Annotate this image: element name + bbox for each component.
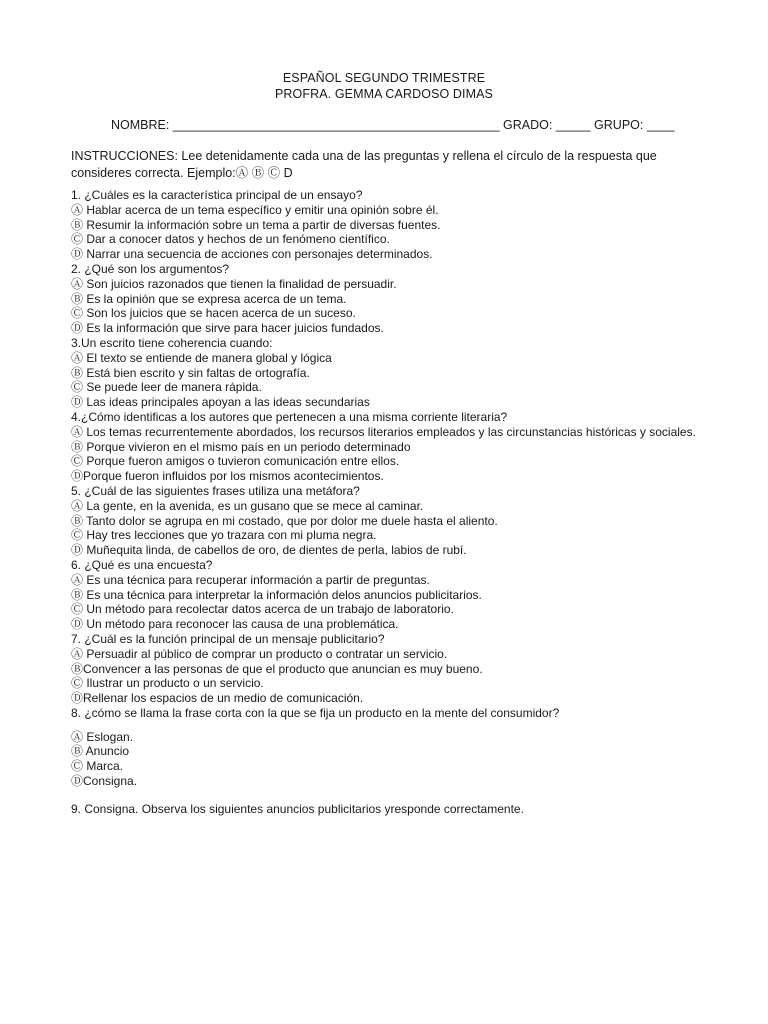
answer-option: Ⓐ Los temas recurrentemente abordados, los recursos literarios empleados y las circunstancias históricas y sociales. <box>71 424 696 439</box>
spacer <box>71 721 711 730</box>
answer-option: ⒷConvencer a las personas de que el producto que anuncian es muy bueno. <box>71 661 483 676</box>
answer-option: ⒹPorque fueron influidos por los mismos acontecimientos. <box>71 469 384 484</box>
question-6: 6. ¿Qué es una encuesta? <box>71 557 213 572</box>
answer-option: ⒹConsigna. <box>71 774 138 789</box>
answer-option: ⒹRellenar los espacios de un medio de comunicación. <box>71 691 364 706</box>
answer-option: Ⓒ Dar a conocer datos y hechos de un fenómeno científico. <box>71 232 390 247</box>
answer-option: Ⓓ Narrar una secuencia de acciones con personajes determinados. <box>71 247 433 262</box>
answer-option: Ⓐ Persuadir al público de comprar un producto o contratar un servicio. <box>71 646 448 661</box>
answer-option: Ⓑ Anuncio <box>71 744 130 759</box>
answer-option: Ⓐ El texto se entiende de manera global y lógica <box>71 350 332 365</box>
question-9: 9. Consigna. Observa los siguientes anuncios publicitarios yresponde correctamente. <box>71 801 524 816</box>
answer-option: Ⓒ Ilustrar un producto o un servicio. <box>71 676 264 691</box>
answer-option: Ⓑ Es una técnica para interpretar la información delos anuncios publicitarios. <box>71 587 482 602</box>
teacher-name: PROFRA. GEMMA CARDOSO DIMAS <box>274 87 493 101</box>
answer-option: Ⓐ Hablar acerca de un tema específico y emitir una opinión sobre él. <box>71 202 439 217</box>
question-4: 4.¿Cómo identificas a los autores que pertenecen a una misma corriente literaria? <box>71 409 508 424</box>
answer-option: Ⓒ Porque fueron amigos o tuvieron comunicación entre ellos. <box>71 454 400 469</box>
answer-option: Ⓒ Hay tres lecciones que yo trazara con mi pluma negra. <box>71 528 377 543</box>
answer-option: Ⓑ Está bien escrito y sin faltas de ortografía. <box>71 365 310 380</box>
question-2: 2. ¿Qué son los argumentos? <box>71 261 230 276</box>
answer-option: Ⓑ Tanto dolor se agrupa en mi costado, que por dolor me duele hasta el aliento. <box>71 513 498 528</box>
answer-option: Ⓐ Es una técnica para recuperar información a partir de preguntas. <box>71 572 430 587</box>
answer-option: Ⓑ Porque vivieron en el mismo país en un periodo determinado <box>71 439 411 454</box>
answer-option: Ⓓ Muñequita linda, de cabellos de oro, de dientes de perla, labios de rubí. <box>71 543 467 558</box>
answer-option: Ⓓ Es la información que sirve para hacer juicios fundados. <box>71 321 384 336</box>
answer-option: Ⓐ Son juicios razonados que tienen la finalidad de persuadir. <box>71 276 397 291</box>
question-1: 1. ¿Cuáles es la característica principal de un ensayo? <box>71 188 363 202</box>
answer-option: Ⓑ Es la opinión que se expresa acerca de un tema. <box>71 291 347 306</box>
spacer <box>71 789 711 802</box>
answer-option: Ⓓ Las ideas principales apoyan a las ideas secundarias <box>71 395 370 410</box>
questions-list <box>71 188 711 817</box>
question-5: 5. ¿Cuál de las siguientes frases utiliza una metáfora? <box>71 483 360 498</box>
document-title: ESPAÑOL SEGUNDO TRIMESTRE <box>282 71 486 85</box>
student-info-line: NOMBRE: _______________________________________________ GRADO: _____ GRUPO: ____ <box>111 118 675 132</box>
question-8: 8. ¿cómo se llama la frase corta con la que se fija un producto en la mente del consumidor? <box>71 705 560 720</box>
answer-option: Ⓓ Un método para reconocer las causa de una problemática. <box>71 617 399 632</box>
answer-option: Ⓒ Son los juicios que se hacen acerca de un suceso. <box>71 306 356 321</box>
answer-option: Ⓒ Se puede leer de manera rápida. <box>71 380 262 395</box>
question-7: 7. ¿Cuál es la función principal de un mensaje publicitario? <box>71 631 385 646</box>
answer-option: Ⓐ La gente, en la avenida, es un gusano que se mece al caminar. <box>71 498 424 513</box>
answer-option: Ⓐ Eslogan. <box>71 729 134 744</box>
question-3: 3.Un escrito tiene coherencia cuando: <box>71 335 273 350</box>
answer-option: Ⓒ Un método para recolectar datos acerca de un trabajo de laboratorio. <box>71 602 454 617</box>
instructions: INSTRUCCIONES: Lee detenidamente cada una de las preguntas y rellena el círculo de la respuesta que consideres correcta. Ejemplo:Ⓐ Ⓑ Ⓒ D <box>71 149 657 180</box>
answer-option: Ⓑ Resumir la información sobre un tema a partir de diversas fuentes. <box>71 217 441 232</box>
answer-option: Ⓒ Marca. <box>71 759 124 774</box>
